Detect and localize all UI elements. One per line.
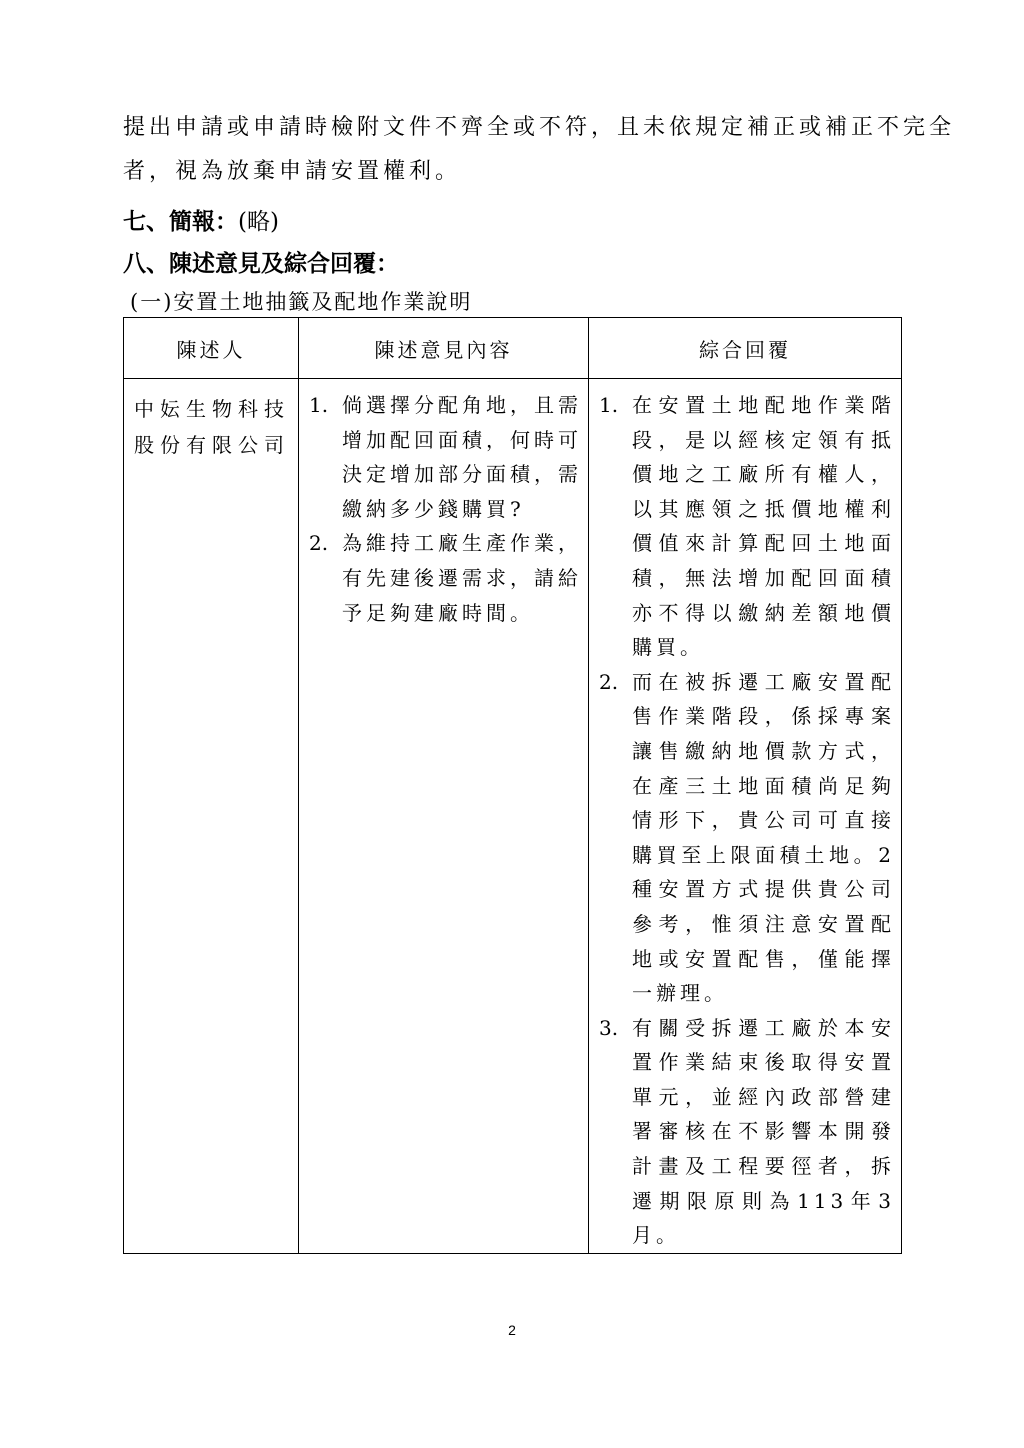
header-reply: 綜合回覆: [589, 318, 902, 379]
opinion-item-1: [309, 388, 582, 526]
section7-heading: [123, 203, 279, 236]
intro-paragraph-line2: 者，視為放棄申請安置權利。: [123, 159, 462, 184]
reply-item-number: 1.: [599, 393, 619, 417]
opinion-item-number: 2.: [309, 531, 329, 556]
reply-item-2: [599, 665, 895, 1011]
section7-note: (略): [238, 209, 279, 235]
section7-title: 七、簡報：: [123, 208, 238, 235]
opinion-table: [123, 317, 902, 1254]
reply-item-text: 在安置土地配地作業階段，是以經核定領有抵價地之工廠所有權人，以其應領之抵價地權利價值來計算配回土地面積，無法增加配回面積亦不得以繳納差額地價購買。: [632, 393, 895, 660]
reply-item-text: 有關受拆遷工廠於本安置作業結束後取得安置單元，並經內政部營建署審核在不影響本開發計畫及工程要徑者，拆遷期限原則為113年3月。: [632, 1015, 895, 1248]
opinion-item-text: 倘選擇分配角地，且需增加配回面積，何時可決定增加部分面積，需繳納多少錢購買?: [342, 393, 582, 521]
reply-item-3: [599, 1011, 895, 1253]
subsection-title: (一)安置土地抽籤及配地作業說明: [130, 290, 473, 314]
table-row: [124, 379, 902, 1254]
page-number: 2: [508, 1322, 516, 1338]
intro-paragraph-line1: 提出申請或申請時檢附文件不齊全或不符，且未依規定補正或補正不完全: [123, 115, 956, 140]
header-opinion: 陳述意見內容: [299, 318, 589, 379]
table-header-row: [124, 318, 902, 379]
reply-item-number: 3.: [599, 1015, 619, 1040]
opinion-cell: [299, 379, 589, 1254]
opinion-item-number: 1.: [309, 393, 329, 417]
opinion-item-2: [309, 526, 582, 630]
reply-item-1: [599, 388, 895, 665]
reply-cell: [589, 379, 902, 1254]
opinion-item-text: 為維持工廠生產作業，有先建後遷需求，請給予足夠建廠時間。: [342, 531, 582, 625]
section8-heading: 八、陳述意見及綜合回覆：: [123, 250, 399, 277]
header-petitioner: 陳述人: [124, 318, 299, 379]
reply-item-text: 而在被拆遷工廠安置配售作業階段，係採專案讓售繳納地價款方式，在產三土地面積尚足夠情形下，貴公司可直接購買至上限面積土地。2種安置方式提供貴公司參考，惟須注意安置配地或安置配售，僅能擇一辦理。: [632, 669, 895, 1006]
petitioner-cell: 中妘生物科技股份有限公司: [124, 379, 299, 1254]
reply-item-number: 2.: [599, 669, 619, 694]
